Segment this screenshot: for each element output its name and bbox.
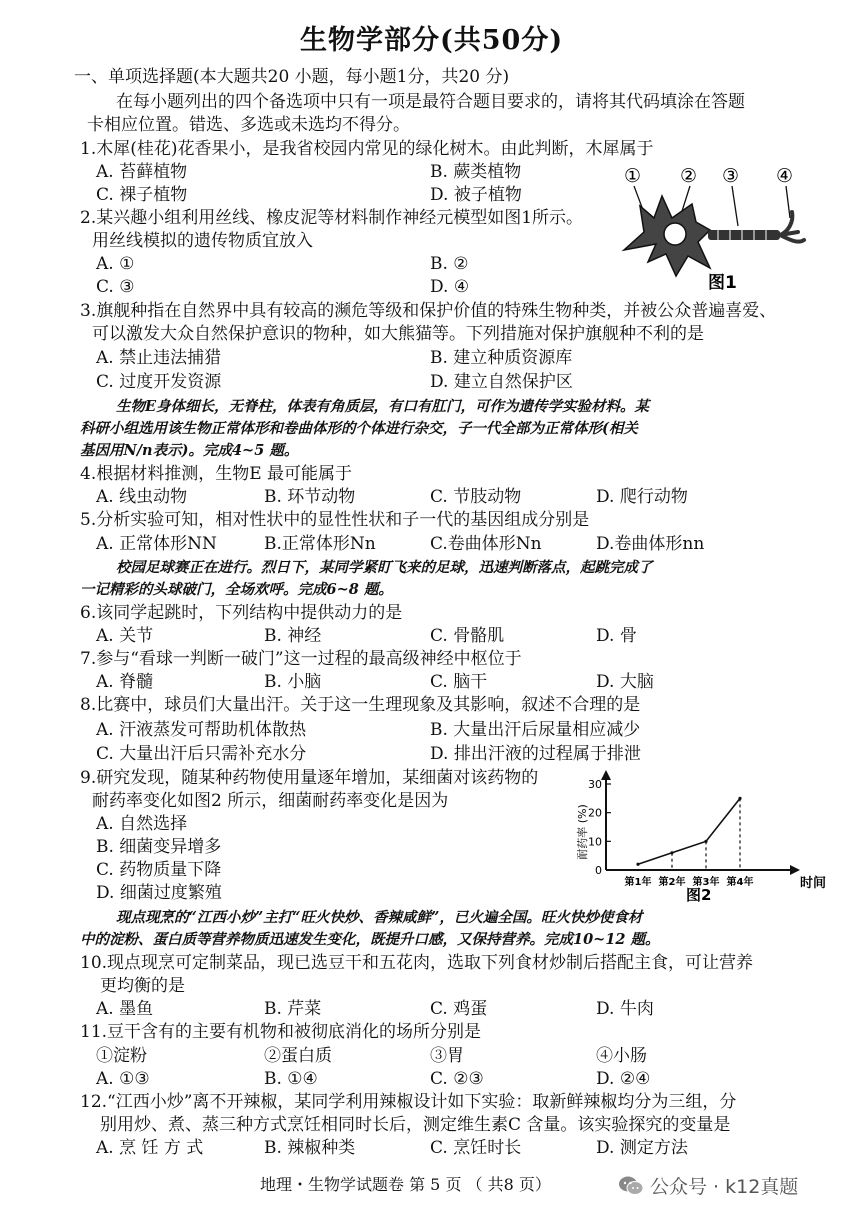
question-2-stem: 2.某兴趣小组利用丝线、橡皮泥等材料制作神经元模型如图1所示。	[80, 208, 584, 228]
wechat-icon	[618, 1175, 644, 1197]
q11-option-c[interactable]: C. ②③	[430, 1069, 484, 1089]
question-5-stem: 5.分析实验可知，相对性状中的显性性状和子一代的基因组成分别是	[80, 510, 590, 530]
question-2-stem: 用丝线模拟的遗传物质宜放入	[92, 231, 313, 251]
q10-option-d[interactable]: D. 牛肉	[596, 999, 654, 1019]
q11-item-3: ③胃	[430, 1046, 464, 1066]
x-tick-label: 第4年	[726, 877, 754, 888]
q11-option-a[interactable]: A. ①③	[96, 1069, 150, 1089]
q9-option-b[interactable]: B. 细菌变异增多	[96, 837, 222, 857]
q12-option-d[interactable]: D. 测定方法	[596, 1138, 688, 1158]
x-axis-arrow-icon	[790, 865, 800, 875]
material-4-5-text: 基因用N/n表示)。完成4~5 题。	[80, 442, 299, 459]
section-heading: 一、单项选择题(本大题共20 小题，每小题1分，共20 分)	[74, 67, 510, 87]
y-axis-arrow-icon	[601, 770, 611, 780]
figure2-caption: 图2	[686, 886, 712, 904]
q8-option-d[interactable]: D. 排出汗液的过程属于排泄	[430, 744, 641, 764]
question-10-stem: 更均衡的是	[100, 976, 185, 996]
q3-option-a[interactable]: A. 禁止违法捕猎	[96, 348, 222, 368]
q4-option-d[interactable]: D. 爬行动物	[596, 487, 688, 507]
q7-option-c[interactable]: C. 脑干	[430, 672, 488, 692]
question-7-stem: 7.参与“看球一判断一破门”这一过程的最高级神经中枢位于	[80, 649, 522, 669]
page-footer: 地理・生物学试题卷 第 5 页 （ 共8 页）	[260, 1175, 551, 1194]
figure1-label-3: ③	[722, 165, 740, 187]
neuron-figure	[618, 160, 818, 292]
question-6-stem: 6.该同学起跳时，下列结构中提供动力的是	[80, 603, 403, 623]
q2-option-d[interactable]: D. ④	[430, 277, 470, 297]
q2-option-c[interactable]: C. ③	[96, 277, 135, 297]
instruction-text: 在每小题列出的四个备选项中只有一项是最符合题目要求的，请将其代码填涂在答题	[116, 92, 745, 112]
q3-option-c[interactable]: C. 过度开发资源	[96, 372, 222, 392]
q1-option-b[interactable]: B. 蕨类植物	[430, 162, 522, 182]
q4-option-a[interactable]: A. 线虫动物	[96, 487, 188, 507]
data-point	[738, 797, 741, 800]
data-point	[636, 863, 639, 866]
q1-option-a[interactable]: A. 苔藓植物	[96, 162, 188, 182]
q8-option-c[interactable]: C. 大量出汗后只需补充水分	[96, 744, 307, 764]
q6-option-b[interactable]: B. 神经	[264, 626, 322, 646]
q5-option-d[interactable]: D.卷曲体形nn	[596, 534, 705, 554]
resistance-rate-chart	[572, 768, 827, 904]
q11-item-4: ④小肠	[596, 1046, 647, 1066]
q7-option-a[interactable]: A. 脊髓	[96, 672, 154, 692]
q4-option-c[interactable]: C. 节肢动物	[430, 487, 522, 507]
q7-option-b[interactable]: B. 小脑	[264, 672, 322, 692]
data-point	[704, 840, 707, 843]
q5-option-b[interactable]: B.正常体形Nn	[264, 534, 376, 554]
instruction-text: 卡相应位置。错选、多选或未选均不得分。	[87, 115, 410, 135]
watermark-text: 公众号 · k12真题	[650, 1176, 799, 1198]
axon-icon	[708, 230, 780, 240]
question-4-stem: 4.根据材料推测，生物E 最可能属于	[80, 464, 353, 484]
q1-option-d[interactable]: D. 被子植物	[430, 185, 522, 205]
question-12-stem: 别用炒、煮、蒸三种方式烹饪相同时长后，测定维生素C 含量。该实验探究的变量是	[100, 1115, 731, 1135]
q2-option-b[interactable]: B. ②	[430, 254, 469, 274]
question-9-stem: 耐药率变化如图2 所示，细菌耐药率变化是因为	[92, 791, 449, 811]
q7-option-d[interactable]: D. 大脑	[596, 672, 654, 692]
y-tick-label: 20	[588, 806, 602, 820]
x-tick-label: 第2年	[658, 877, 686, 888]
y-axis-label: 耐药率 (%)	[576, 804, 589, 860]
q12-option-b[interactable]: B. 辣椒种类	[264, 1138, 356, 1158]
material-10-12-text: 中的淀粉、蛋白质等营养物质迅速发生变化，既提升口感，又保持营养。完成10~12 题。	[80, 931, 660, 948]
y-tick-label: 30	[588, 778, 602, 791]
series-line	[638, 798, 740, 864]
figure1-label-4: ④	[776, 165, 794, 187]
q6-option-d[interactable]: D. 骨	[596, 626, 637, 646]
q5-option-c[interactable]: C.卷曲体形Nn	[430, 534, 542, 554]
figure1-caption: 图1	[708, 273, 737, 293]
q2-option-a[interactable]: A. ①	[96, 254, 135, 274]
question-8-stem: 8.比赛中，球员们大量出汗。关于这一生理现象及其影响，叙述不合理的是	[80, 695, 641, 715]
q8-option-b[interactable]: B. 大量出汗后尿量相应减少	[430, 720, 641, 740]
q11-item-1: ①淀粉	[96, 1046, 147, 1066]
q9-option-a[interactable]: A. 自然选择	[96, 814, 188, 834]
q12-option-c[interactable]: C. 烹饪时长	[430, 1138, 522, 1158]
q10-option-b[interactable]: B. 芹菜	[264, 999, 322, 1019]
q4-option-b[interactable]: B. 环节动物	[264, 487, 356, 507]
axon-terminal-icon	[780, 212, 804, 242]
question-10-stem: 10.现点现烹可定制菜品，现已选豆干和五花肉，选取下列食材炒制后搭配主食，可让营养	[80, 953, 754, 973]
question-12-stem: 12.“江西小炒”离不开辣椒，某同学利用辣椒设计如下实验：取新鲜辣椒均分为三组，分	[80, 1092, 737, 1112]
q6-option-a[interactable]: A. 关节	[96, 626, 154, 646]
q10-option-c[interactable]: C. 鸡蛋	[430, 999, 488, 1019]
x-axis-label: 时间	[800, 876, 827, 891]
q12-option-a[interactable]: A. 烹 饪 方 式	[96, 1138, 204, 1158]
figure1-label-2: ②	[680, 165, 698, 187]
question-11-stem: 11.豆干含有的主要有机物和被彻底消化的场所分别是	[80, 1022, 482, 1042]
x-tick-label: 第1年	[624, 877, 652, 888]
page-title: 生物学部分(共50分)	[300, 25, 564, 56]
material-4-5-text: 生物E身体细长，无脊柱，体表有角质层，有口有肛门，可作为遗传学实验材料。某	[116, 398, 650, 415]
question-9-stem: 9.研究发现，随某种药物使用量逐年增加，某细菌对该药物的	[80, 768, 539, 788]
q1-option-c[interactable]: C. 裸子植物	[96, 185, 188, 205]
watermark	[618, 1172, 798, 1199]
figure1-label-1: ①	[624, 165, 642, 187]
q11-option-d[interactable]: D. ②④	[596, 1069, 651, 1089]
nucleus-icon	[664, 223, 686, 245]
q8-option-a[interactable]: A. 汗液蒸发可帮助机体散热	[96, 720, 307, 740]
y-tick-label: 0	[595, 864, 602, 877]
q11-option-b[interactable]: B. ①④	[264, 1069, 318, 1089]
q3-option-d[interactable]: D. 建立自然保护区	[430, 372, 573, 392]
q3-option-b[interactable]: B. 建立种质资源库	[430, 348, 573, 368]
question-3-stem: 3.旗舰种指在自然界中具有较高的濒危等级和保护价值的特殊生物种类，并被公众普遍喜爱、	[80, 301, 777, 321]
x-tick-label: 第3年	[692, 877, 720, 888]
material-4-5-text: 科研小组选用该生物正常体形和卷曲体形的个体进行杂交，子一代全部为正常体形(相关	[80, 420, 638, 437]
q10-option-a[interactable]: A. 墨鱼	[96, 999, 154, 1019]
q5-option-a[interactable]: A. 正常体形NN	[96, 534, 217, 554]
question-3-stem: 可以激发大众自然保护意识的物种，如大熊猫等。下列措施对保护旗舰种不利的是	[92, 324, 704, 344]
material-6-8-text: 一记精彩的头球破门，全场欢呼。完成6~8 题。	[80, 581, 393, 598]
material-10-12-text: 现点现烹的“江西小炒”主打“旺火快炒、香辣咸鲜”，已火遍全国。旺火快炒使食材	[116, 909, 643, 926]
data-point	[670, 851, 673, 854]
q6-option-c[interactable]: C. 骨骼肌	[430, 626, 505, 646]
q9-option-d[interactable]: D. 细菌过度繁殖	[96, 883, 222, 903]
q11-item-2: ②蛋白质	[264, 1046, 332, 1066]
question-1-stem: 1.木犀(桂花)花香果小，是我省校园内常见的绿化树木。由此判断，木犀属于	[80, 139, 654, 159]
q9-option-c[interactable]: C. 药物质量下降	[96, 860, 222, 880]
material-6-8-text: 校园足球赛正在进行。烈日下，某同学紧盯飞来的足球，迅速判断落点，起跳完成了	[116, 559, 653, 576]
y-tick-label: 10	[588, 835, 602, 849]
